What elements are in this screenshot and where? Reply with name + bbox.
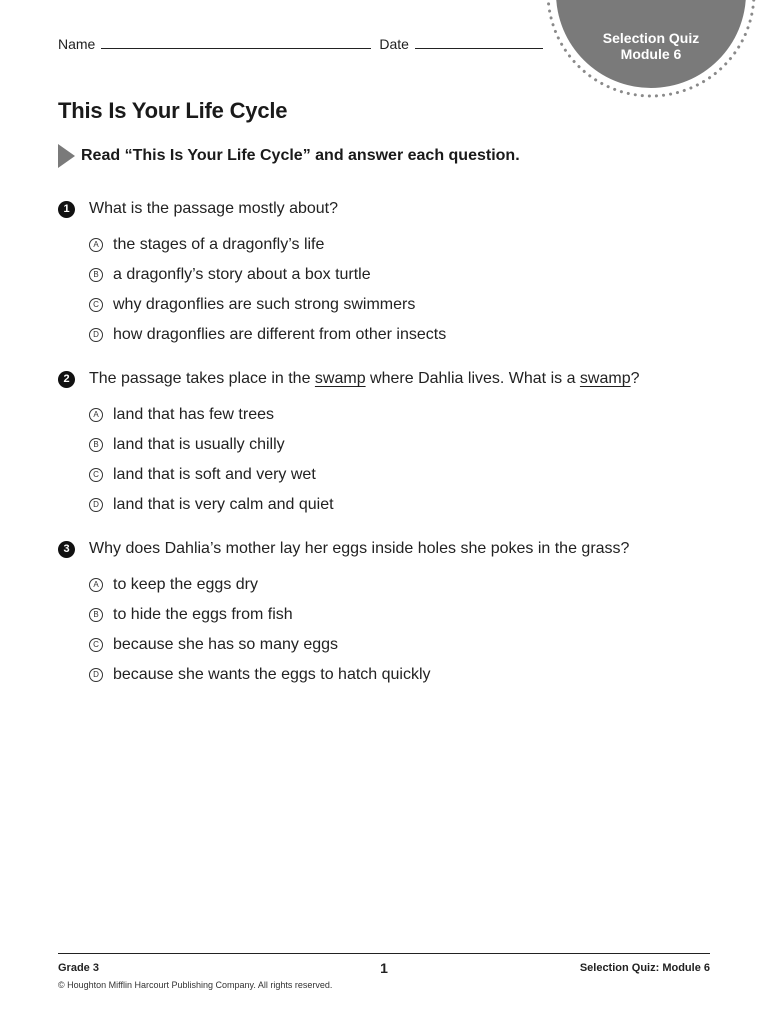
answer-option-c[interactable] (89, 460, 718, 490)
answer-text: the stages of a dragonfly’s life (113, 236, 325, 253)
answer-option-a[interactable] (89, 570, 718, 600)
answer-option-a[interactable] (89, 400, 718, 430)
answer-option-d[interactable] (89, 660, 718, 690)
question-2 (58, 370, 718, 520)
answer-text: a dragonfly’s story about a box turtle (113, 266, 371, 283)
question-text: The passage takes place in the swamp where Dahlia lives. What is a swamp? (89, 370, 640, 387)
answer-option-b[interactable] (89, 600, 718, 630)
date-field[interactable] (415, 47, 543, 49)
answer-bubble-icon[interactable]: C (89, 298, 103, 312)
answer-bubble-icon[interactable]: A (89, 408, 103, 422)
instruction-text: Read “This Is Your Life Cycle” and answer each question. (81, 147, 520, 164)
question-number-icon: 3 (58, 541, 75, 558)
page-title: This Is Your Life Cycle (58, 98, 288, 123)
name-date-row (58, 36, 543, 52)
answer-text: because she wants the eggs to hatch quickly (113, 666, 431, 683)
underlined-word: swamp (314, 370, 366, 387)
triangle-arrow-icon (58, 144, 75, 168)
answer-option-d[interactable] (89, 320, 718, 350)
footer-quiz-label: Selection Quiz: Module 6 (579, 962, 710, 974)
answer-bubble-icon[interactable]: A (89, 578, 103, 592)
answer-text: land that is soft and very wet (113, 466, 316, 483)
badge-line-1: Selection Quiz (602, 30, 700, 46)
question-text: What is the passage mostly about? (89, 200, 339, 217)
answer-option-b[interactable] (89, 260, 718, 290)
question-number-icon: 1 (58, 201, 75, 218)
answer-option-c[interactable] (89, 630, 718, 660)
footer-copyright: © Houghton Mifflin Harcourt Publishing Company. All rights reserved. (58, 980, 333, 990)
answer-bubble-icon[interactable]: D (89, 328, 103, 342)
answer-text: land that is very calm and quiet (113, 496, 334, 513)
answer-bubble-icon[interactable]: B (89, 268, 103, 282)
answer-text: to hide the eggs from fish (113, 606, 293, 623)
answer-option-b[interactable] (89, 430, 718, 460)
answer-bubble-icon[interactable]: C (89, 468, 103, 482)
answer-text: why dragonflies are such strong swimmers (113, 296, 416, 313)
name-label: Name (58, 36, 96, 52)
answer-text: because she has so many eggs (113, 636, 339, 653)
footer-divider (58, 953, 710, 954)
badge-line-2: Module 6 (620, 46, 682, 62)
answer-option-a[interactable] (89, 230, 718, 260)
name-field[interactable] (101, 47, 371, 49)
date-label: Date (379, 36, 409, 52)
underlined-word: swamp (579, 370, 631, 387)
instruction (58, 144, 520, 168)
answer-bubble-icon[interactable]: D (89, 668, 103, 682)
question-text: Why does Dahlia’s mother lay her eggs inside holes she pokes in the grass? (89, 540, 630, 557)
answer-option-c[interactable] (89, 290, 718, 320)
footer-grade: Grade 3 (58, 962, 99, 974)
question-1 (58, 200, 718, 350)
page-number: 1 (380, 960, 388, 976)
question-3 (58, 540, 718, 690)
answer-text: land that has few trees (113, 406, 274, 423)
answer-bubble-icon[interactable]: A (89, 238, 103, 252)
answer-text: to keep the eggs dry (113, 576, 258, 593)
answer-text: land that is usually chilly (113, 436, 285, 453)
answer-text: how dragonflies are different from other insects (113, 326, 447, 343)
answer-bubble-icon[interactable]: B (89, 438, 103, 452)
selection-quiz-badge (546, 0, 756, 98)
answer-bubble-icon[interactable]: D (89, 498, 103, 512)
answer-bubble-icon[interactable]: B (89, 608, 103, 622)
answer-option-d[interactable] (89, 490, 718, 520)
question-number-icon: 2 (58, 371, 75, 388)
answer-bubble-icon[interactable]: C (89, 638, 103, 652)
